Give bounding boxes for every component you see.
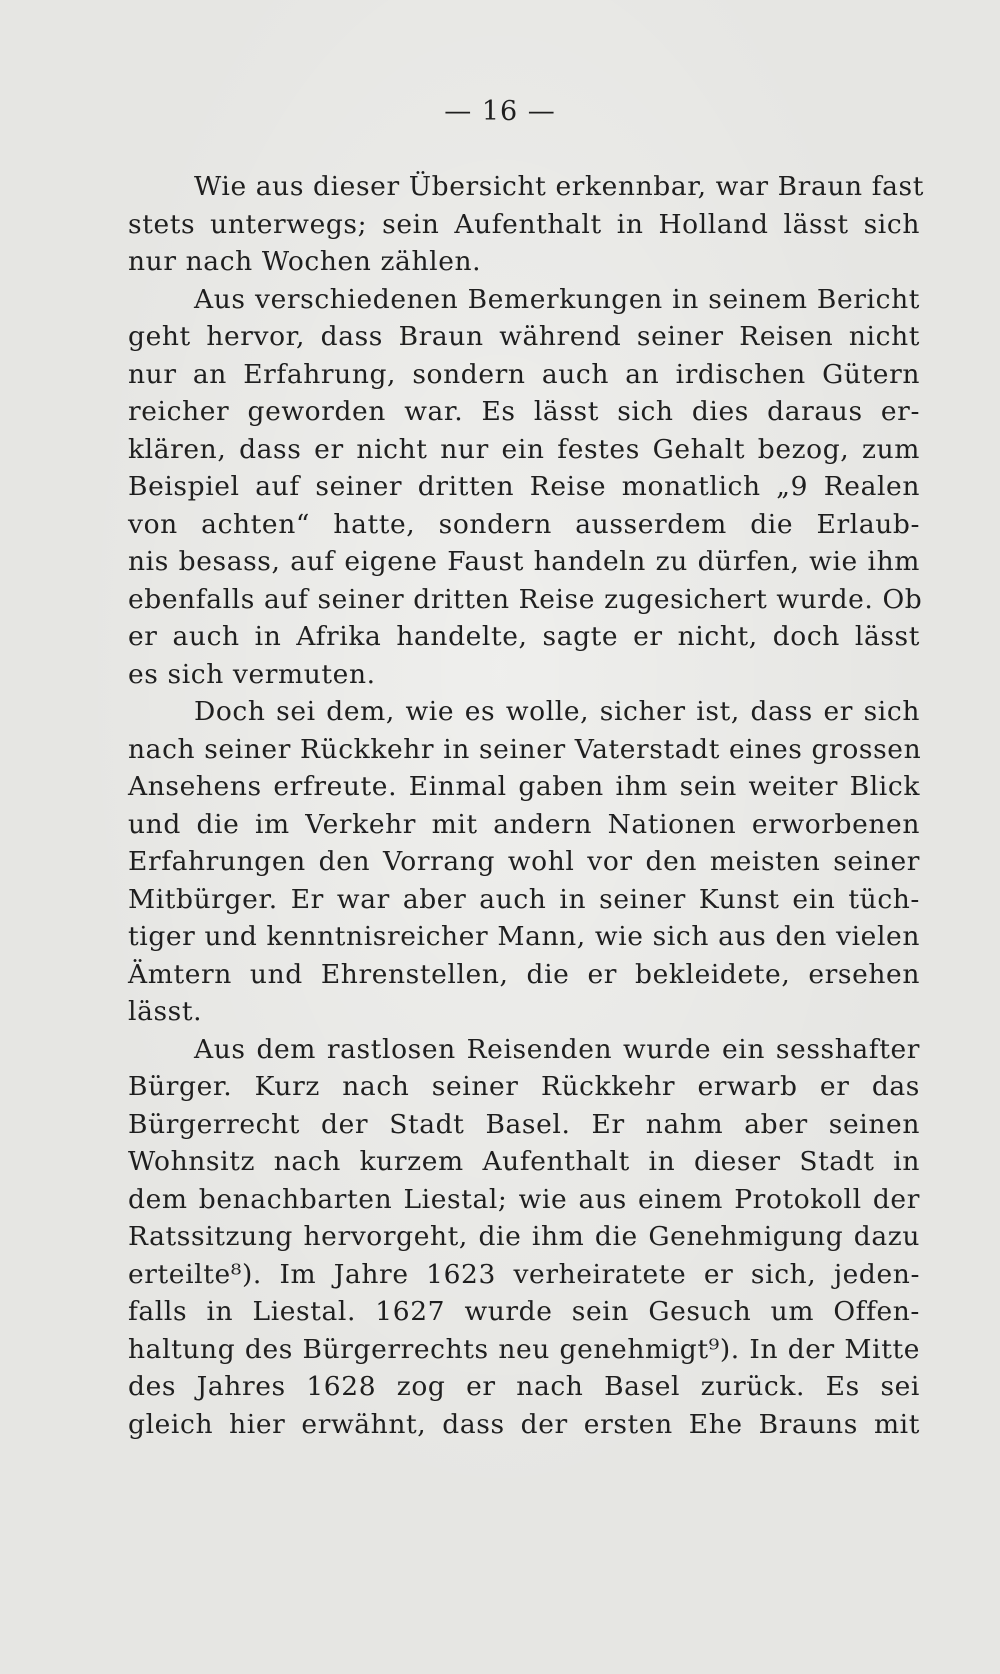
text-line: reicher geworden war. Es lässt sich dies daraus er- bbox=[128, 396, 920, 427]
text-line: Aus dem rastlosen Reisenden wurde ein sesshafter bbox=[194, 1033, 920, 1065]
text-line: Ratssitzung hervorgeht, die ihm die Genehmigung dazu bbox=[128, 1221, 920, 1252]
text-line: Mitbürger. Er war aber auch in seiner Kunst ein tüch- bbox=[128, 883, 920, 915]
text-line: haltung des Bürgerrechts neu genehmigt⁹). In der Mitte bbox=[128, 1333, 920, 1365]
text-line: Erfahrungen den Vorrang wohl vor den meisten seiner bbox=[128, 846, 920, 877]
text-line: Bürgerrecht der Stadt Basel. Er nahm aber seinen bbox=[128, 1108, 920, 1140]
text-line: nis besass, auf eigene Faust handeln zu dürfen, wie ihm bbox=[128, 546, 920, 577]
text-line: des Jahres 1628 zog er nach Basel zurück. Es sei bbox=[128, 1371, 920, 1402]
text-line: nur an Erfahrung, sondern auch an irdischen Gütern bbox=[128, 358, 920, 390]
text-line: Bürger. Kurz nach seiner Rückkehr erwarb er das bbox=[128, 1071, 920, 1102]
text-line: von achten“ hatte, sondern ausserdem die Erlaub- bbox=[128, 508, 920, 540]
text-line: klären, dass er nicht nur ein festes Gehalt bezog, zum bbox=[128, 433, 920, 465]
text-line: Wie aus dieser Übersicht erkennbar, war Braun fast bbox=[194, 171, 924, 202]
text-line: Beispiel auf seiner dritten Reise monatlich „9 Realen bbox=[128, 471, 920, 502]
text-line: Wohnsitz nach kurzem Aufenthalt in dieser Stadt in bbox=[128, 1146, 920, 1177]
text-line: es sich vermuten. bbox=[128, 658, 376, 690]
text-line: Doch sei dem, wie es wolle, sicher ist, dass er sich bbox=[194, 696, 920, 727]
text-line: nach seiner Rückkehr in seiner Vaterstadt eines grossen bbox=[128, 733, 922, 765]
text-line: Aus verschiedenen Bemerkungen in seinem Bericht bbox=[194, 283, 920, 315]
text-line: geht hervor, dass Braun während seiner Reisen nicht bbox=[128, 321, 920, 352]
page-number: — 16 — bbox=[444, 96, 556, 127]
text-line: Ansehens erfreute. Einmal gaben ihm sein weiter Blick bbox=[128, 771, 920, 802]
text-line: stets unterwegs; sein Aufenthalt in Holland lässt sich bbox=[128, 208, 920, 240]
text-line: nur nach Wochen zählen. bbox=[128, 246, 482, 277]
body-text bbox=[128, 168, 924, 1443]
text-line: lässt. bbox=[128, 996, 203, 1027]
text-line: gleich hier erwähnt, dass der ersten Ehe Brauns mit bbox=[128, 1408, 920, 1440]
text-line: falls in Liestal. 1627 wurde sein Gesuch um Offen- bbox=[128, 1296, 920, 1327]
text-line: Ämtern und Ehrenstellen, die er bekleidete, ersehen bbox=[128, 958, 920, 990]
text-line: erteilte⁸). Im Jahre 1623 verheiratete er sich, jeden- bbox=[128, 1258, 920, 1290]
text-line: tiger und kenntnisreicher Mann, wie sich aus den vielen bbox=[128, 921, 920, 952]
text-line: ebenfalls auf seiner dritten Reise zugesichert wurde. Ob bbox=[128, 583, 923, 615]
text-line: und die im Verkehr mit andern Nationen erworbenen bbox=[128, 808, 920, 840]
text-line: er auch in Afrika handelte, sagte er nicht, doch lässt bbox=[128, 621, 920, 652]
text-line: dem benachbarten Liestal; wie aus einem Protokoll der bbox=[128, 1183, 920, 1215]
